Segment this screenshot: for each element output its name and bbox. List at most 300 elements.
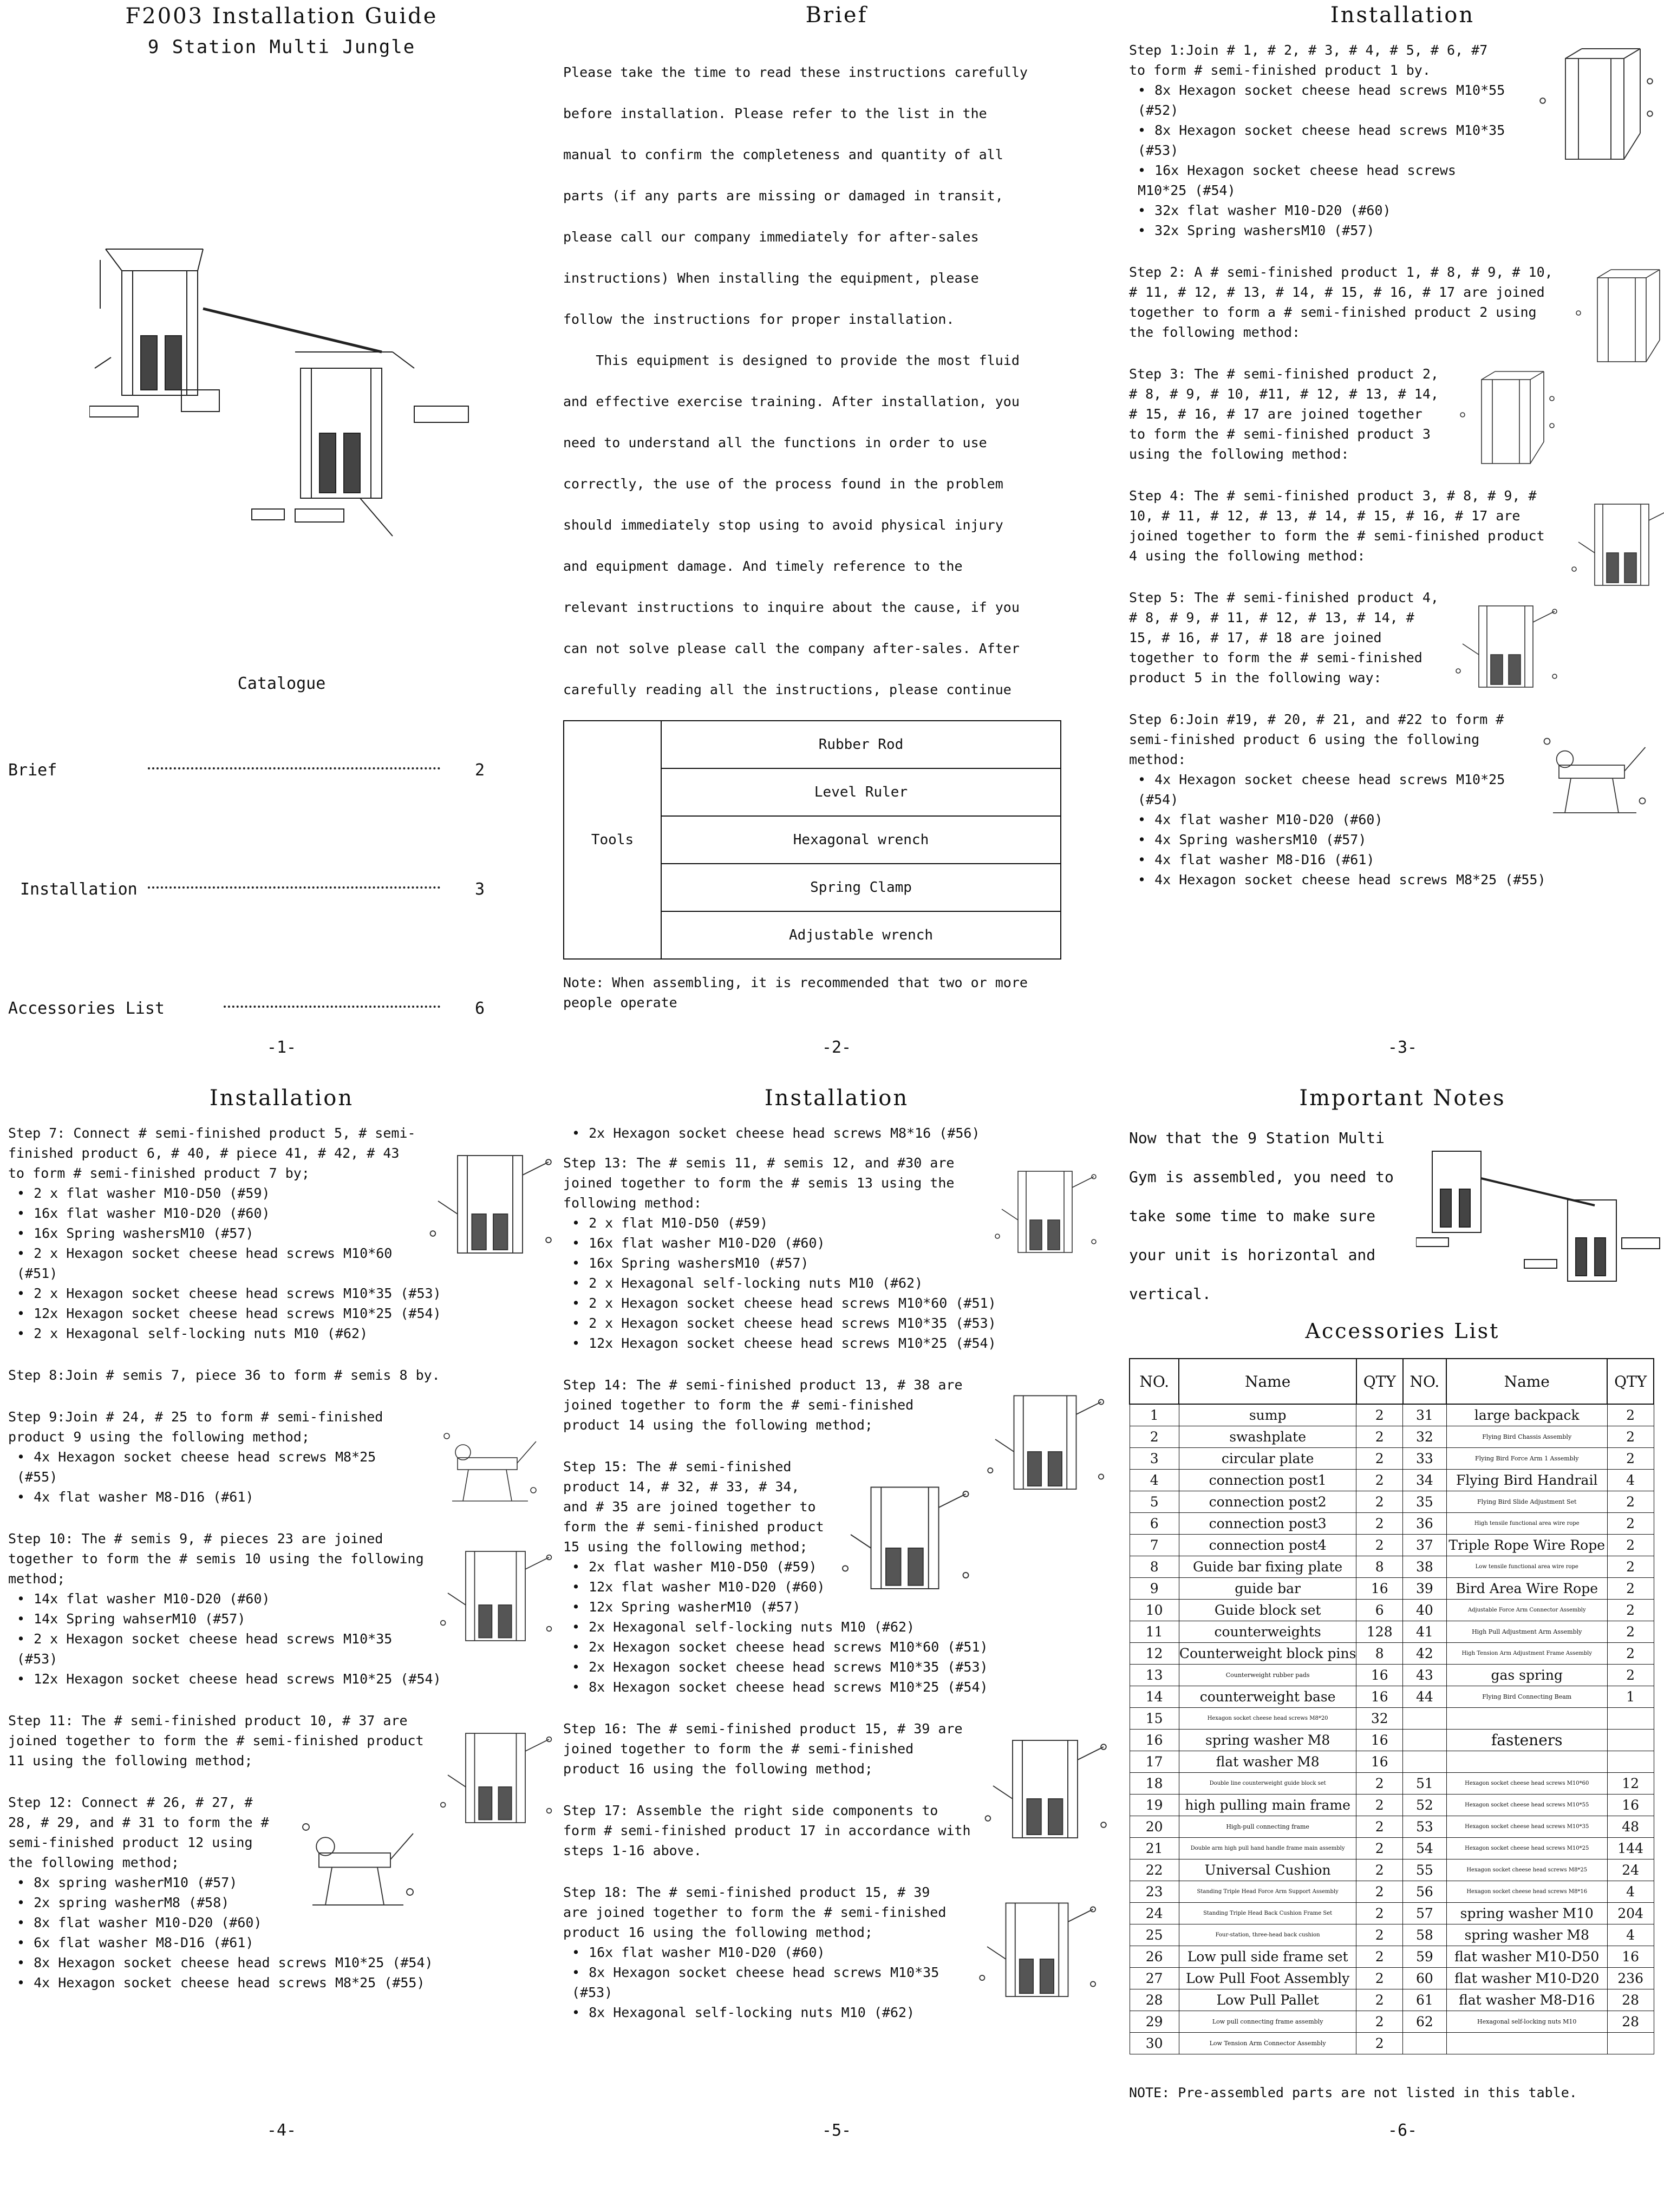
install-step — [1129, 486, 1664, 566]
fastener-item: • 2x spring washerM8 (#58) — [8, 1893, 555, 1913]
step-text: Step 13: The # semis 11, # semis 12, and #30 are joined together to form the # semis 13 using the following method: — [563, 1155, 955, 1211]
table-cell — [1446, 1707, 1607, 1729]
table-cell: 4 — [1130, 1469, 1179, 1491]
fastener-item: • 2 x flat M10-D50 (#59) — [563, 1213, 1110, 1233]
notes-line: Gym is assembled, you need to — [1129, 1168, 1394, 1186]
table-cell: gas spring — [1446, 1664, 1607, 1686]
toc-page: 2 — [474, 761, 485, 780]
fastener-item: • 2x flat washer M10-D50 (#59) — [563, 1557, 1110, 1577]
table-cell: Low Pull Pallet — [1179, 1989, 1356, 2011]
table-cell: 29 — [1130, 2011, 1179, 2032]
table-cell: 20 — [1130, 1816, 1179, 1837]
table-cell: 24 — [1130, 1902, 1179, 1924]
table-row — [1130, 1751, 1654, 1772]
table-cell: 14 — [1130, 1686, 1179, 1707]
table-cell: 10 — [1130, 1599, 1179, 1621]
brief-line: and effective exercise training. After installation, you — [563, 394, 1020, 409]
column-header: NO. — [1130, 1359, 1179, 1404]
tool-item: Spring Clamp — [661, 864, 1061, 911]
table-cell: 53 — [1403, 1816, 1447, 1837]
table-cell: 16 — [1356, 1577, 1403, 1599]
step-text: Step 7: Connect # semi-finished product 5, # semi-finished product 6, # 40, # piece 41, # 42, # 43 to form # semi-finished product 7 by; — [8, 1125, 416, 1181]
page-number: -3- — [1387, 1038, 1418, 1057]
toc-leader — [148, 767, 440, 769]
fastener-item: • 8x Hexagonal self-locking nuts M10 (#62) — [563, 2002, 1110, 2022]
table-cell: high pulling main frame — [1179, 1794, 1356, 1816]
right-tower-drawing — [252, 352, 468, 536]
table-cell: 60 — [1403, 1967, 1447, 1989]
step-diagram — [425, 1409, 555, 1517]
table-cell: Hexagon socket cheese head screws M8*25 — [1446, 1859, 1607, 1881]
step-text: Step 16: The # semi-finished product 15, # 39 are joined together to form the # semi-finished product 16 using the following method; — [563, 1721, 963, 1777]
table-row — [1130, 1772, 1654, 1794]
table-cell: connection post2 — [1179, 1491, 1356, 1512]
table-cell — [1446, 1751, 1607, 1772]
brief-line: This equipment is designed to provide the most fluid — [563, 353, 1020, 368]
table-cell: Guide block set — [1179, 1599, 1356, 1621]
table-row — [1130, 1534, 1654, 1556]
table-cell: 16 — [1607, 1794, 1654, 1816]
table-cell: Flying Bird Handrail — [1446, 1469, 1607, 1491]
install-step — [8, 1407, 555, 1507]
table-cell: flat washer M10-D20 — [1446, 1967, 1607, 1989]
fastener-item: • 6x flat washer M8-D16 (#61) — [8, 1933, 555, 1953]
fastener-item: • 4x Hexagon socket cheese head screws M8*25 (#55) — [8, 1973, 555, 1993]
table-row — [1130, 1707, 1654, 1729]
steps-list — [8, 1123, 555, 1993]
toc-item-installation[interactable] — [8, 880, 485, 902]
table-cell: fasteners — [1446, 1729, 1607, 1751]
fastener-item: • 8x Hexagon socket cheese head screws M10*35 (#53) — [563, 1962, 1110, 2002]
fastener-item: • 12x Hexagon socket cheese head screws M10*25 (#54) — [8, 1303, 555, 1323]
section-title: Important Notes — [1299, 1086, 1506, 1111]
table-cell: 32 — [1356, 1707, 1403, 1729]
table-cell: Universal Cushion — [1179, 1859, 1356, 1881]
step-text: Step 14: The # semi-finished product 13, # 38 are joined together to form the # semi-finished product 14 using the following method; — [563, 1377, 963, 1433]
table-cell: 34 — [1403, 1469, 1447, 1491]
table-cell: 43 — [1403, 1664, 1447, 1686]
column-header: QTY — [1607, 1359, 1654, 1404]
fastener-item: • 12x Spring washerM10 (#57) — [563, 1597, 1110, 1617]
table-cell: 2 — [1356, 2032, 1403, 2054]
brief-line: carefully reading all the instructions, please continue — [563, 682, 1012, 697]
install-step — [8, 1711, 555, 1771]
table-cell: 2 — [1607, 1664, 1654, 1686]
table-cell: Hexagon socket cheese head screws M10*55 — [1446, 1794, 1607, 1816]
table-cell: 2 — [1607, 1404, 1654, 1426]
connecting-beam-drawing — [203, 309, 382, 352]
table-cell: 16 — [1356, 1729, 1403, 1751]
table-cell: 4 — [1607, 1881, 1654, 1902]
table-cell: 61 — [1403, 1989, 1447, 2011]
accessories-note: NOTE: Pre-assembled parts are not listed in this table. — [1129, 2084, 1577, 2100]
fastener-item: • 4x flat washer M8-D16 (#61) — [1129, 850, 1664, 870]
table-cell: 31 — [1403, 1404, 1447, 1426]
table-cell: 11 — [1130, 1621, 1179, 1642]
column-header: Name — [1446, 1359, 1607, 1404]
step-diagram — [980, 1721, 1110, 1851]
notes-line: Now that the 9 Station Multi — [1129, 1129, 1385, 1147]
toc-leader — [224, 1006, 440, 1008]
table-cell: large backpack — [1446, 1404, 1607, 1426]
fastener-item: • 16x flat washer M10-D20 (#60) — [563, 1233, 1110, 1253]
table-cell: 55 — [1403, 1859, 1447, 1881]
table-cell: 2 — [1356, 1469, 1403, 1491]
table-cell: Hexagon socket cheese head screws M8*16 — [1446, 1881, 1607, 1902]
table-cell: Standing Triple Head Force Arm Support Assembly — [1179, 1881, 1356, 1902]
table-cell: 39 — [1403, 1577, 1447, 1599]
install-step — [1129, 588, 1664, 688]
table-cell: 2 — [1356, 1534, 1403, 1556]
table-cell: 37 — [1403, 1534, 1447, 1556]
brief-line: correctly, the use of the process found in the problem — [563, 476, 1003, 492]
install-step — [563, 1375, 1110, 1435]
table-cell: flat washer M8-D16 — [1446, 1989, 1607, 2011]
table-cell — [1607, 2032, 1654, 2054]
table-cell: 2 — [1607, 1642, 1654, 1664]
step-text: Step 11: The # semi-finished product 10, # 37 are joined together to form the # semi-finished product 11 using the following method; — [8, 1713, 424, 1769]
step-diagram — [425, 1125, 555, 1277]
tool-item: Level Ruler — [661, 768, 1061, 816]
fastener-item: • 2x Hexagon socket cheese head screws M10*60 (#51) — [563, 1637, 1110, 1657]
section-title: Installation — [764, 1086, 909, 1111]
table-cell: 35 — [1403, 1491, 1447, 1512]
fastener-item: • 14x flat washer M10-D20 (#60) — [8, 1589, 555, 1609]
step-text: Step 12: Connect # 26, # 27, # 28, # 29, and # 31 to form the # semi-finished product 12 using the following method; — [8, 1795, 269, 1870]
table-cell: 57 — [1403, 1902, 1447, 1924]
accessories-title: Accessories List — [1305, 1319, 1500, 1343]
table-cell: 2 — [1356, 1859, 1403, 1881]
notes-text — [1129, 1119, 1411, 1314]
table-cell: 4 — [1607, 1924, 1654, 1946]
table-cell: 36 — [1403, 1512, 1447, 1534]
table-cell: connection post1 — [1179, 1469, 1356, 1491]
fastener-item: • 2 x Hexagon socket cheese head screws M10*60 (#51) — [563, 1293, 1110, 1313]
column-header: NO. — [1403, 1359, 1447, 1404]
table-row — [1130, 1621, 1654, 1642]
page-number: -2- — [821, 1038, 852, 1057]
table-cell: 33 — [1403, 1447, 1447, 1469]
section-title: Installation — [209, 1086, 354, 1111]
table-cell: sump — [1179, 1404, 1356, 1426]
table-cell: 13 — [1130, 1664, 1179, 1686]
table-cell: Hexagon socket cheese head screws M10*35 — [1446, 1816, 1607, 1837]
table-cell: 26 — [1130, 1946, 1179, 1967]
fastener-item: • 4x Hexagon socket cheese head screws M8*25 (#55) — [1129, 870, 1664, 890]
table-cell: 2 — [1356, 2011, 1403, 2032]
table-cell: 2 — [1356, 1404, 1403, 1426]
table-cell — [1607, 1707, 1654, 1729]
table-cell: 2 — [1607, 1447, 1654, 1469]
table-row — [1130, 1447, 1654, 1469]
step-text: Step 1:Join # 1, # 2, # 3, # 4, # 5, # 6, #7 to form # semi-finished product 1 by. — [1129, 42, 1488, 78]
table-cell: 28 — [1607, 2011, 1654, 2032]
table-row — [1130, 1491, 1654, 1512]
table-cell: 6 — [1130, 1512, 1179, 1534]
table-cell: Flying Bird Chassis Assembly — [1446, 1426, 1607, 1447]
fastener-item: • 4x flat washer M8-D16 (#61) — [8, 1487, 555, 1507]
notes-line: vertical. — [1129, 1285, 1211, 1303]
fastener-item: • 4x Spring washersM10 (#57) — [1129, 830, 1664, 850]
guide-title: F2003 Installation Guide — [125, 4, 438, 29]
brief-line: manual to confirm the completeness and quantity of all — [563, 147, 1003, 162]
table-cell: 3 — [1130, 1447, 1179, 1469]
step-text: Step 10: The # semis 9, # pieces 23 are joined together to form the # semis 10 using the following method; — [8, 1531, 424, 1587]
brief-line: can not solve please call the company after-sales. After — [563, 641, 1020, 656]
table-cell: flat washer M10-D50 — [1446, 1946, 1607, 1967]
fastener-item: • 2 x Hexagonal self-locking nuts M10 (#62) — [8, 1323, 555, 1343]
install-step — [1129, 40, 1664, 240]
table-cell: 1 — [1130, 1404, 1179, 1426]
table-row — [1130, 1859, 1654, 1881]
table-cell: counterweight base — [1179, 1686, 1356, 1707]
table-cell: 48 — [1607, 1816, 1654, 1837]
table-cell: 16 — [1130, 1729, 1179, 1751]
tools-table — [563, 720, 1061, 960]
table-cell: 5 — [1130, 1491, 1179, 1512]
table-cell: Low Tension Arm Connector Assembly — [1179, 2032, 1356, 2054]
table-cell: 4 — [1607, 1469, 1654, 1491]
fastener-item: • 2 x Hexagon socket cheese head screws M10*35 (#53) — [8, 1629, 555, 1669]
table-cell: Counterweight block pins — [1179, 1642, 1356, 1664]
step-diagram — [1513, 712, 1664, 831]
toc-leader — [148, 886, 440, 889]
table-cell: 2 — [1356, 1794, 1403, 1816]
table-cell: 2 — [1356, 1967, 1403, 1989]
column-header: QTY — [1356, 1359, 1403, 1404]
table-cell: swashplate — [1179, 1426, 1356, 1447]
table-cell: 2 — [1356, 1426, 1403, 1447]
table-cell: 42 — [1403, 1642, 1447, 1664]
table-cell: Flying Bird Connecting Beam — [1446, 1686, 1607, 1707]
table-row — [1130, 1902, 1654, 1924]
table-cell: 2 — [1607, 1621, 1654, 1642]
table-cell: 38 — [1403, 1556, 1447, 1577]
page-number: -1- — [266, 1038, 297, 1057]
table-cell: 2 — [1607, 1599, 1654, 1621]
table-cell: Adjustable Force Arm Connector Assembly — [1446, 1599, 1607, 1621]
step-diagram — [436, 1713, 555, 1837]
step-diagram — [1568, 264, 1664, 373]
brief-line: follow the instructions for proper installation. — [563, 311, 955, 327]
table-cell: Triple Rope Wire Rope — [1446, 1534, 1607, 1556]
table-cell: 28 — [1607, 1989, 1654, 2011]
toc-item-brief[interactable] — [8, 761, 485, 782]
table-cell: Double arm high pull hand handle frame main assembly — [1179, 1837, 1356, 1859]
table-cell: 2 — [1356, 1837, 1403, 1859]
table-cell: 7 — [1130, 1534, 1179, 1556]
fastener-item: • 4x flat washer M10-D20 (#60) — [1129, 810, 1664, 830]
fastener-item: • 12x Hexagon socket cheese head screws M10*25 (#54) — [8, 1669, 555, 1689]
table-cell: 1 — [1607, 1686, 1654, 1707]
step-text: Step 18: The # semi-finished product 15, # 39 are joined together to form the # semi-finished product 16 using the following method; — [563, 1884, 947, 1940]
table-row — [1130, 1512, 1654, 1534]
table-cell: 17 — [1130, 1751, 1179, 1772]
table-cell: 2 — [1356, 1881, 1403, 1902]
table-cell: 9 — [1130, 1577, 1179, 1599]
tool-item: Rubber Rod — [661, 721, 1061, 768]
fastener-item: • 8x flat washer M10-D20 (#60) — [8, 1913, 555, 1933]
step-text: Step 15: The # semi-finished product 14, # 32, # 33, # 34, and # 35 are joined together to form the # semi-finished product 15 using the following method; — [563, 1459, 824, 1555]
fastener-item: • 4x Hexagon socket cheese head screws M10*25 (#54) — [1129, 769, 1664, 810]
step-diagram — [980, 1155, 1110, 1263]
page-number: -4- — [266, 2121, 297, 2140]
table-cell: 44 — [1403, 1686, 1447, 1707]
table-cell — [1403, 2032, 1447, 2054]
table-cell: 62 — [1403, 2011, 1447, 2032]
assembly-note: Note: When assembling, it is recommended that two or more people operate — [563, 975, 1028, 1010]
table-cell: 18 — [1130, 1772, 1179, 1794]
installation-panel-1 — [1129, 0, 1664, 1061]
installation-panel-2 — [8, 1083, 555, 2144]
table-header-row — [1130, 1359, 1654, 1404]
install-step — [1129, 262, 1664, 342]
table-cell: 59 — [1403, 1946, 1447, 1967]
step-diagram — [980, 1377, 1110, 1502]
catalogue-heading: Catalogue — [237, 674, 326, 693]
step-text: Step 2: A # semi-finished product 1, # 8, # 9, # 10, # 11, # 12, # 13, # 14, # 15, # 16, # 17 are joined together to form a # semi-finished product 2 using the following method: — [1129, 264, 1553, 340]
brief-line: instructions) When installing the equipment, please — [563, 270, 979, 286]
table-cell: 128 — [1356, 1621, 1403, 1642]
table-cell: circular plate — [1179, 1447, 1356, 1469]
tools-label: Tools — [564, 721, 661, 959]
table-cell: High Tension Arm Adjustment Frame Assembly — [1446, 1642, 1607, 1664]
step-diagram — [1452, 590, 1560, 698]
fastener-item: • 8x Hexagon socket cheese head screws M10*55 (#52) — [1129, 80, 1664, 120]
table-cell: spring washer M10 — [1446, 1902, 1607, 1924]
table-row — [1130, 1577, 1654, 1599]
table-row — [1130, 1989, 1654, 2011]
section-title: Brief — [805, 3, 868, 28]
table-cell: spring washer M8 — [1446, 1924, 1607, 1946]
fastener-item: • 2x Hexagon socket cheese head screws M10*35 (#53) — [563, 1657, 1110, 1677]
machine-overview-illustration — [89, 227, 479, 554]
table-cell: Flying Bird Force Arm 1 Assembly — [1446, 1447, 1607, 1469]
important-notes — [1129, 1119, 1664, 1314]
table-cell — [1403, 1751, 1447, 1772]
table-cell: 30 — [1130, 2032, 1179, 2054]
table-cell: Hexagonal self-locking nuts M10 — [1446, 2011, 1607, 2032]
fastener-item: • 32x Spring washersM10 (#57) — [1129, 220, 1664, 240]
table-cell: Low pull side frame set — [1179, 1946, 1356, 1967]
fastener-item: • 8x spring washerM10 (#57) — [8, 1872, 555, 1893]
step-text: Step 5: The # semi-finished product 4, # 8, # 9, # 11, # 12, # 13, # 14, # 15, # 16, # 17, # 18 are joined together to form the # semi-finished product 5 in the following way: — [1129, 590, 1439, 686]
table-cell: 2 — [1607, 1491, 1654, 1512]
table-row — [1130, 1837, 1654, 1859]
table-cell: 22 — [1130, 1859, 1179, 1881]
table-cell: 2 — [1607, 1534, 1654, 1556]
table-row — [1130, 1404, 1654, 1426]
step-text: Step 9:Join # 24, # 25 to form # semi-finished product 9 using the following method; — [8, 1409, 383, 1445]
table-cell: spring washer M8 — [1179, 1729, 1356, 1751]
table-cell: 15 — [1130, 1707, 1179, 1729]
fastener-item: • 32x flat washer M10-D20 (#60) — [1129, 200, 1664, 220]
table-cell: 40 — [1403, 1599, 1447, 1621]
table-cell: 56 — [1403, 1881, 1447, 1902]
tool-item: Adjustable wrench — [661, 911, 1061, 959]
table-cell: 58 — [1403, 1924, 1447, 1946]
table-cell: High-pull connecting frame — [1179, 1816, 1356, 1837]
table-cell: 8 — [1356, 1556, 1403, 1577]
table-cell: flat washer M8 — [1179, 1751, 1356, 1772]
table-cell: Bird Area Wire Rope — [1446, 1577, 1607, 1599]
fastener-item: • 8x Hexagon socket cheese head screws M10*25 (#54) — [563, 1677, 1110, 1697]
table-cell: 16 — [1356, 1664, 1403, 1686]
install-step — [563, 1153, 1110, 1353]
fastener-item: • 16x flat washer M10-D20 (#60) — [8, 1203, 555, 1223]
table-row — [1130, 1686, 1654, 1707]
table-cell: 52 — [1403, 1794, 1447, 1816]
page-number: -6- — [1387, 2121, 1418, 2140]
table-cell — [1403, 1707, 1447, 1729]
fastener-item: • 2 x Hexagon socket cheese head screws M10*35 (#53) — [8, 1283, 555, 1303]
table-cell: 19 — [1130, 1794, 1179, 1816]
step-diagram — [1568, 488, 1664, 596]
step-diagram — [964, 1884, 1110, 2009]
table-cell: Flying Bird Slide Adjustment Set — [1446, 1491, 1607, 1512]
table-cell: 2 — [1607, 1577, 1654, 1599]
accessories-table — [1129, 1358, 1654, 2054]
fastener-item: • 4x Hexagon socket cheese head screws M8*25 (#55) — [8, 1447, 555, 1487]
table-cell: 41 — [1403, 1621, 1447, 1642]
notes-accessories-panel — [1129, 1083, 1664, 2144]
left-tower-drawing — [89, 249, 219, 417]
table-cell: 12 — [1607, 1772, 1654, 1794]
table-row — [1130, 1794, 1654, 1816]
brief-panel — [563, 0, 1110, 1061]
install-step — [8, 1529, 555, 1689]
table-cell: Hexagon socket cheese head screws M10*60 — [1446, 1772, 1607, 1794]
step-diagram — [1513, 42, 1664, 172]
fastener-item: • 2 x Hexagon socket cheese head screws M10*35 (#53) — [563, 1313, 1110, 1333]
table-cell: 12 — [1130, 1642, 1179, 1664]
install-step — [563, 1719, 1110, 1779]
table-cell: 21 — [1130, 1837, 1179, 1859]
fastener-item: • 16x flat washer M10-D20 (#60) — [563, 1942, 1110, 1962]
brief-line: need to understand all the functions in order to use — [563, 435, 987, 451]
table-cell: 16 — [1356, 1751, 1403, 1772]
table-cell: 2 — [1130, 1426, 1179, 1447]
installation-panel-3 — [563, 1083, 1110, 2144]
table-row — [1130, 1967, 1654, 1989]
toc-page: 3 — [474, 880, 485, 899]
table-cell: Low Pull Foot Assembly — [1179, 1967, 1356, 1989]
table-row — [1130, 1469, 1654, 1491]
table-cell: High Pull Adjustment Arm Assembly — [1446, 1621, 1607, 1642]
table-cell — [1607, 1751, 1654, 1772]
table-cell: 16 — [1607, 1946, 1654, 1967]
fastener-item: • 8x Hexagon socket cheese head screws M10*25 (#54) — [8, 1953, 555, 1973]
table-cell: 28 — [1130, 1989, 1179, 2011]
column-header: Name — [1179, 1359, 1356, 1404]
table-row — [1130, 1426, 1654, 1447]
step-text: Step 3: The # semi-finished product 2, # 8, # 9, # 10, #11, # 12, # 13, # 14, # 15, # 16, # 17 are joined together to form the # semi-finished product 3 using the following method: — [1129, 366, 1439, 462]
notes-line: your unit is horizontal and — [1129, 1246, 1376, 1264]
table-cell: 27 — [1130, 1967, 1179, 1989]
table-cell: 2 — [1356, 1491, 1403, 1512]
table-cell: 54 — [1403, 1837, 1447, 1859]
table-cell: Double line counterweight guide block set — [1179, 1772, 1356, 1794]
fastener-item: • 16x Spring washersM10 (#57) — [563, 1253, 1110, 1273]
toc-item-accessories[interactable] — [8, 999, 485, 1021]
brief-line: relevant instructions to inquire about the cause, if you — [563, 599, 1020, 615]
table-cell: 2 — [1607, 1556, 1654, 1577]
table-cell: 204 — [1607, 1902, 1654, 1924]
toc-label: Brief — [8, 761, 57, 780]
table-cell: 25 — [1130, 1924, 1179, 1946]
fastener-item: • 2 x flat washer M10-D50 (#59) — [8, 1183, 555, 1203]
fastener-item: • 8x Hexagon socket cheese head screws M10*35 (#53) — [1129, 120, 1664, 160]
